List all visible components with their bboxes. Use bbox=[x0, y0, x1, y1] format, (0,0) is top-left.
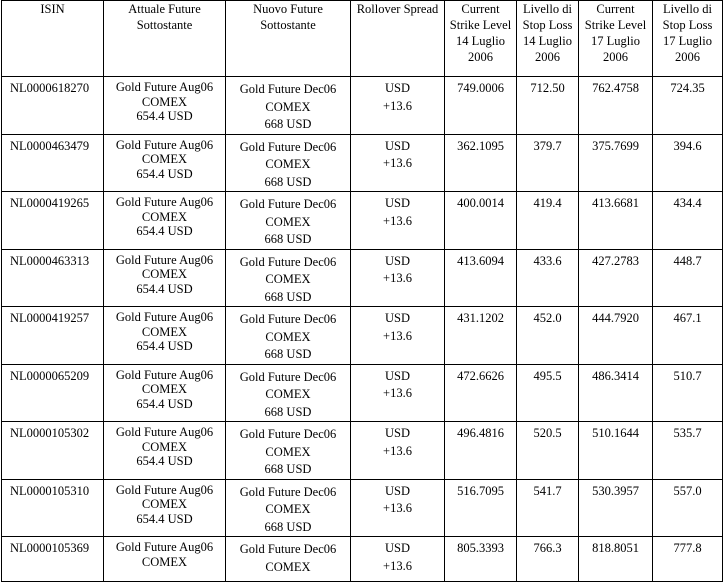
stop-14-cell bbox=[517, 537, 579, 582]
header-line: Stop Loss bbox=[662, 18, 713, 32]
header-line: Attuale Future bbox=[128, 2, 201, 16]
strike-17-value: 444.7920 bbox=[592, 311, 639, 325]
strike-17-value: 427.2783 bbox=[592, 253, 639, 268]
stop-17-value: 557.0 bbox=[673, 483, 702, 498]
old-underlying-cell bbox=[104, 249, 226, 307]
rollover-table bbox=[1, 0, 723, 582]
strike-17-cell bbox=[579, 249, 653, 307]
stop-14-cell bbox=[517, 422, 579, 480]
rollover-value: +13.6 bbox=[383, 156, 412, 170]
isin-cell bbox=[2, 249, 104, 307]
rollover-cell bbox=[351, 364, 445, 422]
table-row bbox=[2, 249, 723, 307]
stop-14-value: 379.7 bbox=[533, 138, 562, 153]
stop-14-value: 433.6 bbox=[533, 253, 562, 268]
stop-14-cell bbox=[517, 134, 579, 192]
strike-17-cell bbox=[579, 364, 653, 422]
strike-17-cell bbox=[579, 134, 653, 192]
isin-cell bbox=[2, 537, 104, 582]
isin-cell bbox=[2, 134, 104, 192]
strike-14-cell bbox=[445, 192, 517, 250]
stop-17-value: 724.35 bbox=[670, 81, 705, 95]
rollover-currency: USD bbox=[384, 196, 410, 210]
header-line: Current bbox=[596, 2, 635, 16]
table-row bbox=[2, 307, 723, 365]
strike-17-value: 413.6681 bbox=[592, 196, 639, 210]
stop-14-cell bbox=[517, 249, 579, 307]
old-underlying-price: 654.4 USD bbox=[136, 224, 193, 238]
table-row bbox=[2, 77, 723, 135]
table-row bbox=[2, 537, 723, 582]
strike-14-cell bbox=[445, 134, 517, 192]
old-underlying-price: 654.4 USD bbox=[136, 339, 193, 353]
isin-value: NL0000419265 bbox=[10, 196, 90, 210]
header-rollover-label: Rollover Spread bbox=[356, 2, 439, 16]
isin-value: NL0000419257 bbox=[10, 311, 90, 325]
old-underlying-exchange: COMEX bbox=[141, 554, 188, 569]
stop-17-cell bbox=[653, 479, 723, 537]
rollover-value: +13.6 bbox=[383, 501, 412, 515]
new-underlying-exchange: COMEX bbox=[265, 99, 311, 114]
new-underlying-price: 668 USD bbox=[264, 232, 312, 246]
strike-14-value: 413.6094 bbox=[457, 253, 504, 268]
new-underlying-cell bbox=[226, 422, 351, 480]
stop-17-value: 467.1 bbox=[673, 311, 702, 325]
rollover-currency: USD bbox=[384, 426, 410, 440]
strike-17-cell bbox=[579, 307, 653, 365]
header-line: Livello di bbox=[523, 2, 572, 16]
rollover-cell bbox=[351, 422, 445, 480]
strike-14-cell bbox=[445, 537, 517, 582]
header-stop-14 bbox=[517, 1, 579, 77]
stop-14-value: 495.5 bbox=[533, 368, 562, 383]
header-line: Strike Level bbox=[449, 18, 512, 32]
header-row bbox=[2, 1, 723, 77]
strike-14-cell bbox=[445, 307, 517, 365]
rollover-cell bbox=[351, 249, 445, 307]
header-line: 2006 bbox=[535, 50, 560, 64]
stop-17-cell bbox=[653, 537, 723, 582]
strike-17-value: 762.4758 bbox=[592, 81, 639, 95]
table-row bbox=[2, 364, 723, 422]
new-underlying-cell bbox=[226, 249, 351, 307]
strike-14-cell bbox=[445, 77, 517, 135]
stop-17-cell bbox=[653, 307, 723, 365]
old-underlying-exchange: COMEX bbox=[141, 324, 188, 339]
header-line: Sottostante bbox=[136, 18, 193, 32]
new-underlying-exchange: COMEX bbox=[265, 214, 311, 229]
new-underlying-exchange: COMEX bbox=[265, 502, 311, 516]
new-underlying-name: Gold Future Dec06 bbox=[239, 484, 337, 499]
new-underlying-price: 668 USD bbox=[264, 462, 312, 476]
rollover-currency: USD bbox=[384, 541, 410, 555]
table-row bbox=[2, 134, 723, 192]
header-line: Strike Level bbox=[584, 18, 647, 32]
stop-17-value: 394.6 bbox=[673, 138, 702, 153]
old-underlying-exchange: COMEX bbox=[141, 439, 188, 454]
stop-14-value: 766.3 bbox=[533, 541, 562, 555]
stop-17-value: 535.7 bbox=[673, 426, 702, 440]
old-underlying-cell bbox=[104, 364, 226, 422]
new-underlying-exchange: COMEX bbox=[265, 329, 311, 344]
isin-cell bbox=[2, 307, 104, 365]
strike-17-cell bbox=[579, 77, 653, 135]
isin-cell bbox=[2, 422, 104, 480]
header-line: 14 Luglio bbox=[456, 34, 505, 48]
new-underlying-price: 668 USD bbox=[264, 289, 312, 304]
old-underlying-cell bbox=[104, 479, 226, 537]
stop-14-cell bbox=[517, 192, 579, 250]
new-underlying-cell bbox=[226, 134, 351, 192]
table-row bbox=[2, 192, 723, 250]
new-underlying-price: 668 USD bbox=[264, 519, 312, 534]
strike-17-value: 375.7699 bbox=[592, 138, 639, 153]
header-rollover-spread bbox=[351, 1, 445, 77]
strike-14-cell bbox=[445, 422, 517, 480]
strike-17-value: 530.3957 bbox=[592, 483, 639, 498]
old-underlying-price: 654.4 USD bbox=[136, 166, 193, 181]
old-underlying-price: 654.4 USD bbox=[136, 109, 193, 123]
stop-17-value: 448.7 bbox=[673, 253, 702, 268]
new-underlying-name: Gold Future Dec06 bbox=[239, 82, 337, 96]
header-stop-17 bbox=[653, 1, 723, 77]
isin-cell bbox=[2, 479, 104, 537]
rollover-value: +13.6 bbox=[383, 98, 412, 113]
table-row bbox=[2, 422, 723, 480]
new-underlying-name: Gold Future Dec06 bbox=[239, 427, 337, 441]
strike-14-cell bbox=[445, 479, 517, 537]
header-line: Sottostante bbox=[260, 18, 316, 32]
rollover-currency: USD bbox=[384, 138, 410, 153]
new-underlying-price: 668 USD bbox=[264, 174, 312, 189]
old-underlying-cell bbox=[104, 307, 226, 365]
new-underlying-name: Gold Future Dec06 bbox=[239, 542, 337, 556]
isin-value: NL0000105369 bbox=[10, 541, 90, 555]
stop-14-cell bbox=[517, 77, 579, 135]
strike-14-value: 362.1095 bbox=[457, 138, 504, 153]
header-strike-17 bbox=[579, 1, 653, 77]
old-underlying-name: Gold Future Aug06 bbox=[115, 252, 214, 267]
new-underlying-cell bbox=[226, 77, 351, 135]
old-underlying-name: Gold Future Aug06 bbox=[115, 310, 214, 324]
new-underlying-exchange: COMEX bbox=[265, 272, 311, 286]
isin-value: NL0000463313 bbox=[10, 253, 90, 268]
rollover-currency: USD bbox=[384, 311, 410, 325]
isin-value: NL0000065209 bbox=[10, 368, 90, 383]
header-line: Current bbox=[461, 2, 500, 16]
isin-value: NL0000105302 bbox=[10, 426, 90, 440]
header-new-underlying bbox=[226, 1, 351, 77]
rollover-cell bbox=[351, 134, 445, 192]
strike-14-value: 472.6626 bbox=[457, 368, 504, 383]
rollover-currency: USD bbox=[384, 368, 410, 383]
old-underlying-exchange: COMEX bbox=[141, 267, 188, 281]
new-underlying-cell bbox=[226, 537, 351, 582]
old-underlying-cell bbox=[104, 134, 226, 192]
stop-14-value: 520.5 bbox=[533, 426, 562, 440]
rollover-value: +13.6 bbox=[383, 386, 412, 400]
new-underlying-price: 668 USD bbox=[264, 404, 312, 419]
old-underlying-price: 654.4 USD bbox=[136, 281, 193, 296]
old-underlying-exchange: COMEX bbox=[141, 382, 188, 396]
strike-14-value: 749.0006 bbox=[457, 81, 504, 95]
rollover-cell bbox=[351, 479, 445, 537]
isin-cell bbox=[2, 364, 104, 422]
new-underlying-name: Gold Future Dec06 bbox=[239, 197, 337, 211]
new-underlying-exchange: COMEX bbox=[265, 444, 311, 459]
rollover-cell bbox=[351, 537, 445, 582]
strike-17-value: 818.8051 bbox=[592, 541, 639, 555]
rollover-currency: USD bbox=[384, 81, 410, 95]
strike-17-value: 486.3414 bbox=[592, 368, 639, 383]
header-line: Nuovo Future bbox=[253, 2, 323, 16]
stop-14-value: 419.4 bbox=[533, 196, 562, 210]
new-underlying-exchange: COMEX bbox=[265, 387, 311, 401]
old-underlying-name: Gold Future Aug06 bbox=[115, 80, 214, 94]
table-row bbox=[2, 479, 723, 537]
stop-14-cell bbox=[517, 364, 579, 422]
isin-value: NL0000105310 bbox=[10, 483, 90, 498]
strike-14-value: 496.4816 bbox=[457, 426, 504, 440]
old-underlying-price: 654.4 USD bbox=[136, 454, 193, 468]
old-underlying-name: Gold Future Aug06 bbox=[115, 137, 214, 152]
new-underlying-cell bbox=[226, 192, 351, 250]
stop-14-cell bbox=[517, 307, 579, 365]
new-underlying-name: Gold Future Dec06 bbox=[239, 254, 337, 269]
strike-14-cell bbox=[445, 249, 517, 307]
rollover-cell bbox=[351, 192, 445, 250]
stop-17-cell bbox=[653, 134, 723, 192]
rollover-cell bbox=[351, 307, 445, 365]
stop-17-cell bbox=[653, 364, 723, 422]
strike-17-cell bbox=[579, 192, 653, 250]
old-underlying-price: 654.4 USD bbox=[136, 511, 193, 526]
header-line: 17 Luglio bbox=[663, 34, 712, 48]
rollover-currency: USD bbox=[384, 253, 410, 268]
old-underlying-cell bbox=[104, 537, 226, 582]
header-strike-14 bbox=[445, 1, 517, 77]
rollover-value: +13.6 bbox=[383, 328, 412, 343]
new-underlying-cell bbox=[226, 307, 351, 365]
strike-14-value: 805.3393 bbox=[457, 541, 504, 555]
old-underlying-name: Gold Future Aug06 bbox=[115, 482, 214, 497]
strike-17-cell bbox=[579, 537, 653, 582]
strike-14-value: 431.1202 bbox=[457, 311, 504, 325]
rollover-value: +13.6 bbox=[383, 558, 412, 573]
header-old-underlying bbox=[104, 1, 226, 77]
old-underlying-name: Gold Future Aug06 bbox=[115, 540, 214, 554]
stop-14-cell bbox=[517, 479, 579, 537]
new-underlying-exchange: COMEX bbox=[265, 559, 311, 574]
stop-14-value: 541.7 bbox=[533, 483, 562, 498]
isin-value: NL0000618270 bbox=[10, 81, 90, 95]
strike-14-value: 400.0014 bbox=[457, 196, 504, 210]
old-underlying-name: Gold Future Aug06 bbox=[115, 195, 214, 209]
table-body bbox=[2, 77, 723, 582]
stop-17-value: 510.7 bbox=[673, 368, 702, 383]
rollover-currency: USD bbox=[384, 483, 410, 498]
strike-17-cell bbox=[579, 479, 653, 537]
stop-17-value: 434.4 bbox=[673, 196, 702, 210]
rollover-value: +13.6 bbox=[383, 213, 412, 228]
header-line: 2006 bbox=[468, 50, 493, 64]
old-underlying-name: Gold Future Aug06 bbox=[115, 367, 214, 382]
stop-14-value: 712.50 bbox=[530, 81, 565, 95]
old-underlying-exchange: COMEX bbox=[141, 152, 188, 166]
new-underlying-exchange: COMEX bbox=[265, 157, 311, 171]
stop-17-cell bbox=[653, 422, 723, 480]
new-underlying-price: 668 USD bbox=[264, 117, 312, 131]
isin-cell bbox=[2, 192, 104, 250]
rollover-value: +13.6 bbox=[383, 271, 412, 285]
header-isin-label: ISIN bbox=[40, 2, 65, 16]
new-underlying-name: Gold Future Dec06 bbox=[239, 139, 337, 154]
header-isin bbox=[2, 1, 104, 77]
new-underlying-cell bbox=[226, 479, 351, 537]
old-underlying-cell bbox=[104, 422, 226, 480]
header-line: 17 Luglio bbox=[591, 34, 640, 48]
old-underlying-cell bbox=[104, 192, 226, 250]
old-underlying-exchange: COMEX bbox=[141, 497, 188, 511]
stop-17-cell bbox=[653, 192, 723, 250]
header-line: Livello di bbox=[663, 2, 712, 16]
header-line: 2006 bbox=[603, 50, 628, 64]
old-underlying-exchange: COMEX bbox=[141, 209, 188, 224]
old-underlying-price: 654.4 USD bbox=[136, 396, 193, 411]
strike-17-value: 510.1644 bbox=[592, 426, 639, 440]
header-line: 2006 bbox=[675, 50, 700, 64]
stop-14-value: 452.0 bbox=[533, 311, 562, 325]
old-underlying-cell bbox=[104, 77, 226, 135]
header-line: 14 Luglio bbox=[523, 34, 572, 48]
new-underlying-name: Gold Future Dec06 bbox=[239, 369, 337, 384]
strike-14-cell bbox=[445, 364, 517, 422]
rollover-cell bbox=[351, 77, 445, 135]
stop-17-value: 777.8 bbox=[673, 541, 702, 555]
new-underlying-name: Gold Future Dec06 bbox=[239, 312, 337, 326]
header-line: Stop Loss bbox=[522, 18, 573, 32]
rollover-value: +13.6 bbox=[383, 443, 412, 458]
strike-14-value: 516.7095 bbox=[457, 483, 504, 498]
strike-17-cell bbox=[579, 422, 653, 480]
isin-value: NL0000463479 bbox=[10, 138, 90, 153]
new-underlying-cell bbox=[226, 364, 351, 422]
stop-17-cell bbox=[653, 77, 723, 135]
old-underlying-name: Gold Future Aug06 bbox=[115, 425, 214, 439]
isin-cell bbox=[2, 77, 104, 135]
new-underlying-price: 668 USD bbox=[264, 347, 312, 361]
old-underlying-exchange: COMEX bbox=[141, 94, 188, 109]
stop-17-cell bbox=[653, 249, 723, 307]
